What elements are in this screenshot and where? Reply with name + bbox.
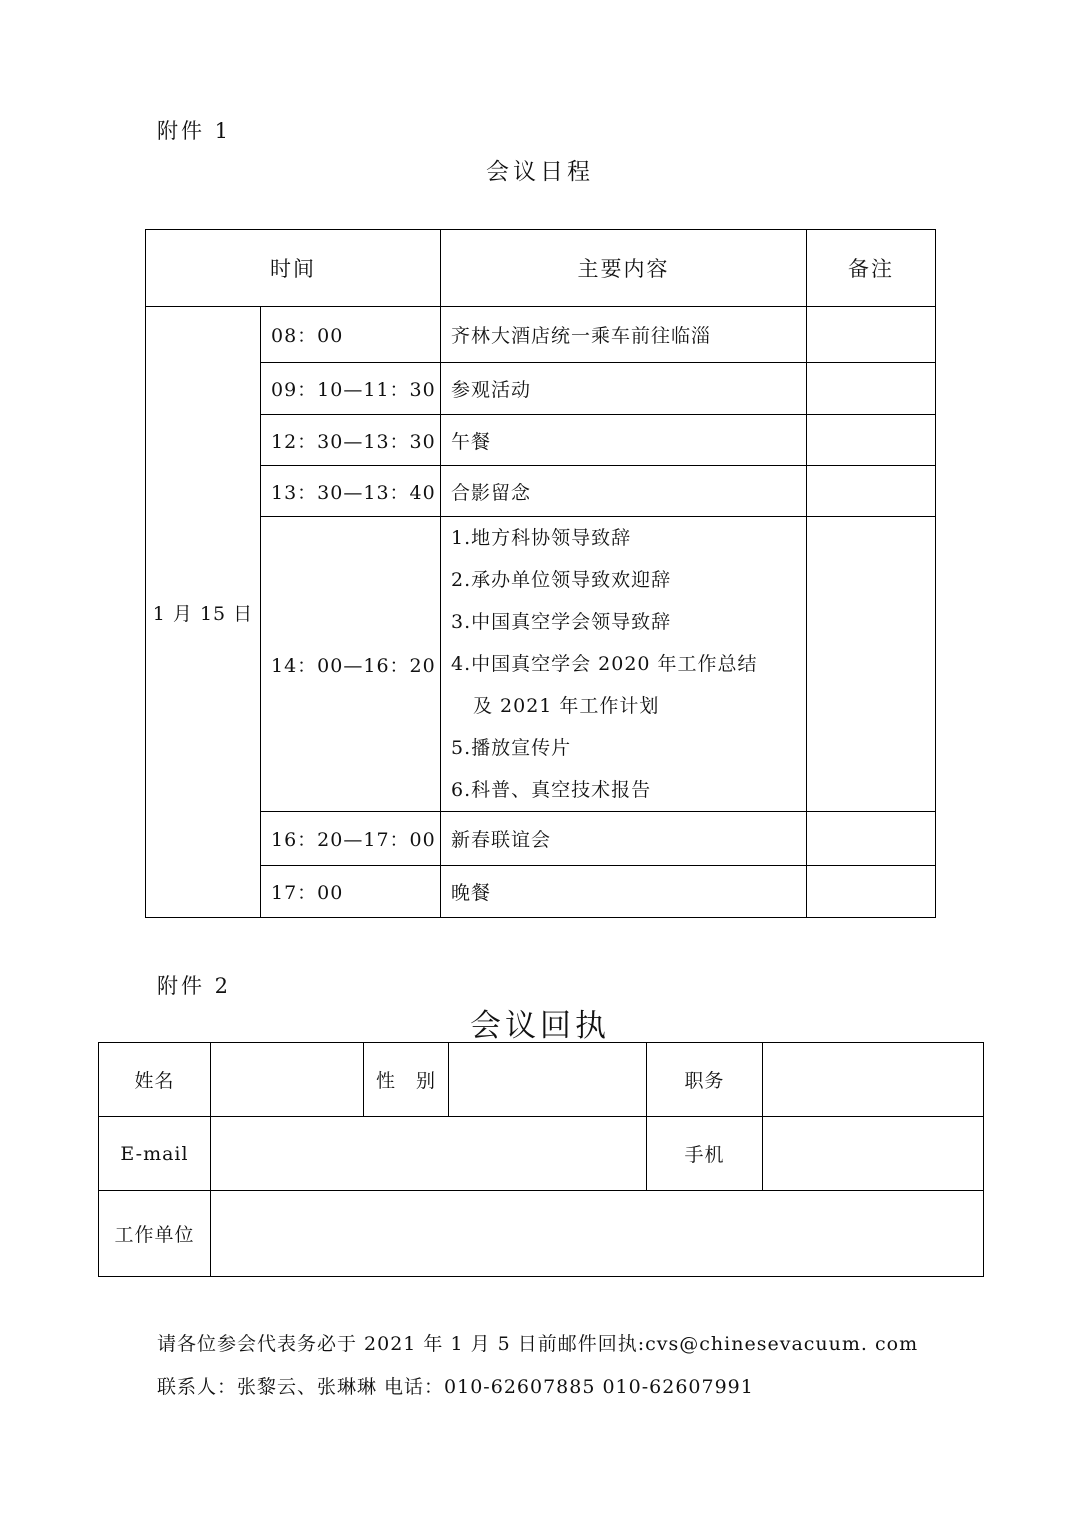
row-remark [807,466,936,517]
row-remark [807,307,936,363]
table-row [146,812,936,866]
receipt-row [99,1117,984,1191]
row-remark [807,866,936,918]
schedule-table [145,229,936,918]
agenda-list [441,517,807,812]
employer-field[interactable] [211,1191,984,1277]
row-time: 16：20—17：00 [261,812,441,866]
position-label: 职务 [647,1043,763,1117]
name-label: 姓名 [99,1043,211,1117]
email-label: E-mail [99,1117,211,1191]
contact-info: 联系人：张黎云、张琳琳 电话：010-62607885 010-62607991 [157,1376,754,1398]
row-remark [807,812,936,866]
schedule-header-row [146,230,936,307]
receipt-title: 会议回执 [470,1008,610,1044]
attachment-1-label: 附件 1 [157,119,232,143]
table-row [146,866,936,918]
employer-label: 工作单位 [99,1191,211,1277]
row-content: 参观活动 [441,363,807,415]
row-time: 08：00 [261,307,441,363]
row-content: 午餐 [441,415,807,466]
table-row [146,466,936,517]
row-time: 09：10—11：30 [261,363,441,415]
header-time: 时间 [146,230,441,307]
receipt-row [99,1043,984,1117]
table-row [146,307,936,363]
attachment-2-label: 附件 2 [157,974,232,998]
agenda-item: 5.播放宣传片 [451,737,572,759]
schedule-title: 会议日程 [486,159,594,185]
header-remark: 备注 [807,230,936,307]
agenda-item-continuation: 及 2021 年工作计划 [473,695,660,717]
row-content: 新春联谊会 [441,812,807,866]
receipt-table [98,1042,984,1277]
row-content: 齐林大酒店统一乘车前往临淄 [441,307,807,363]
row-content: 晚餐 [441,866,807,918]
name-field[interactable] [211,1043,364,1117]
row-time: 12：30—13：30 [261,415,441,466]
phone-label: 手机 [647,1117,763,1191]
agenda-item: 1.地方科协领导致辞 [451,527,632,549]
submission-note: 请各位参会代表务必于 2021 年 1 月 5 日前邮件回执:cvs@chinesevacuum. com [157,1333,919,1355]
row-time: 14：00—16：20 [261,517,441,812]
row-time: 17：00 [261,866,441,918]
table-row [146,415,936,466]
email-field[interactable] [211,1117,647,1191]
schedule-date: 1 月 15 日 [146,307,261,918]
gender-field[interactable] [449,1043,647,1117]
phone-field[interactable] [763,1117,984,1191]
table-row [146,517,936,812]
agenda-item: 3.中国真空学会领导致辞 [451,611,672,633]
row-remark [807,363,936,415]
receipt-row [99,1191,984,1277]
row-remark [807,517,936,812]
row-remark [807,415,936,466]
header-content: 主要内容 [441,230,807,307]
table-row [146,363,936,415]
agenda-item: 2.承办单位领导致欢迎辞 [451,569,672,591]
row-content: 合影留念 [441,466,807,517]
agenda-item: 6.科普、真空技术报告 [451,779,652,801]
agenda-item: 4.中国真空学会 2020 年工作总结 [451,653,758,675]
gender-label: 性 别 [364,1043,449,1117]
position-field[interactable] [763,1043,984,1117]
row-time: 13：30—13：40 [261,466,441,517]
